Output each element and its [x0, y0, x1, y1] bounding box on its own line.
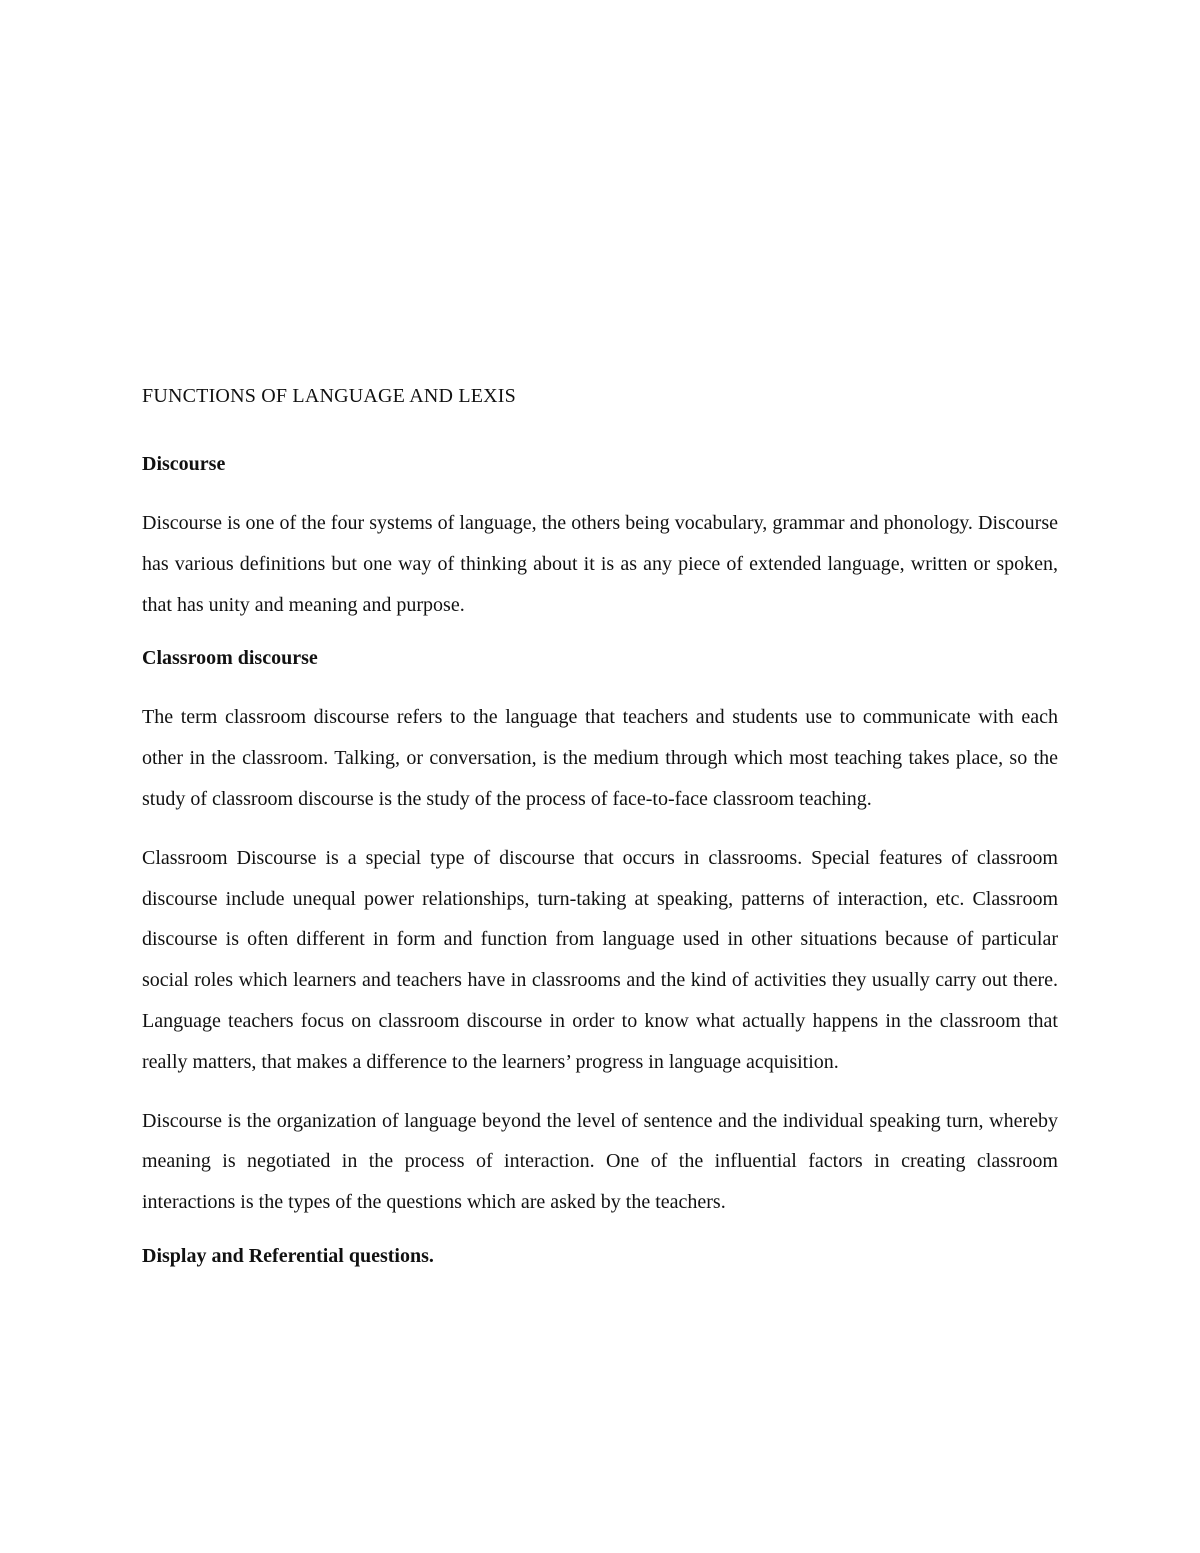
paragraph-classroom-discourse-term: The term classroom discourse refers to the language that teachers and students use to communicate with each other in the classroom. Talking, or conversation, is the medium through which most teaching takes place, so the study of classroom discourse is the study of the process of face-to-face classroom teaching.: [142, 706, 1058, 810]
paragraph-discourse-definition: Discourse is one of the four systems of language, the others being vocabulary, grammar and phonology. Discourse has various definitions but one way of thinking about it is as any piece of extended language, written or spoken, that has unity and meaning and purpose.: [142, 512, 1058, 616]
document-title: FUNCTIONS OF LANGUAGE AND LEXIS: [142, 385, 516, 407]
section-heading-discourse: Discourse: [142, 453, 226, 475]
paragraph-discourse-organization: Discourse is the organization of language beyond the level of sentence and the individual speaking turn, whereby meaning is negotiated in the process of interaction. One of the influential factors in creating classroom interactions is the types of the questions which are asked by the teachers.: [142, 1109, 1058, 1214]
paragraph-classroom-discourse-features: Classroom Discourse is a special type of discourse that occurs in classrooms. Special features of classroom discourse include unequal power relationships, turn-taking at speaking, patterns of interaction, etc. Classroom discourse is often different in form and function from language used in other situations because of particular social roles which learners and teachers have in classrooms and the kind of activities they usually carry out there. Language teachers focus on classroom discourse in order to know what actually happens in the classroom that really matters, that makes a difference to the learners’ progress in language acquisition.: [142, 846, 1058, 1073]
section-heading-classroom-discourse: Classroom discourse: [142, 647, 318, 670]
section-heading-display-referential: Display and Referential questions.: [142, 1244, 434, 1267]
document-body: [142, 381, 1058, 1295]
